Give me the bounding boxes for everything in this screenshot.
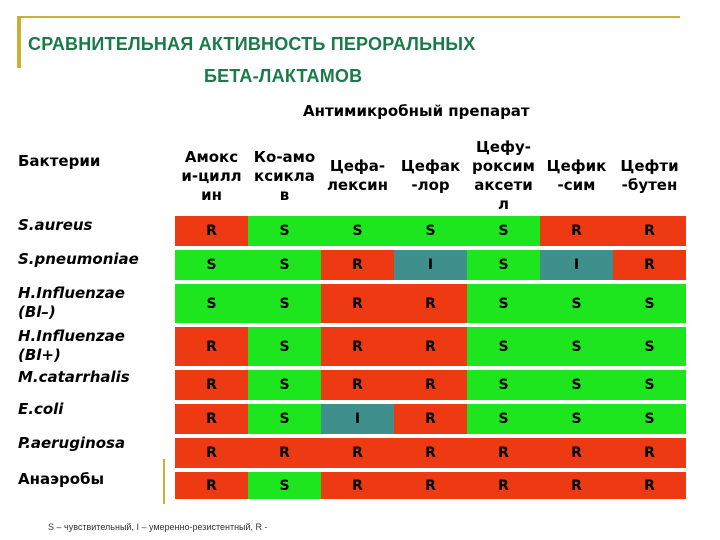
drug-name: Цефак -лор (400, 157, 461, 194)
drug-header-2 (248, 136, 321, 216)
susceptibility-cell: R (613, 250, 686, 280)
drug-name: Амокс и-цилл ин (181, 147, 242, 204)
page-title-line-2: БЕТА-ЛАКТАМОВ (204, 66, 363, 86)
susceptibility-cell: R (175, 438, 248, 468)
susceptibility-cell: R (394, 284, 467, 323)
footnote: S – чувствительный, I – умеренно-резистентный, R - (48, 522, 268, 532)
drug-header-5 (467, 136, 540, 216)
bacterium-label: H.Influenzae (Bl–) (18, 284, 125, 321)
susceptibility-cell: R (321, 284, 394, 323)
susceptibility-cell: I (394, 250, 467, 280)
bacterium-label: H.Influenzae (Bl+) (18, 327, 125, 364)
susceptibility-cell: S (248, 284, 321, 323)
susceptibility-cell: S (248, 250, 321, 280)
drug-name: Ко-амо ксикла в (253, 147, 316, 204)
bacterium-label: M.catarrhalis (18, 368, 130, 386)
susceptibility-cell: R (467, 472, 540, 499)
susceptibility-cell: S (175, 250, 248, 280)
susceptibility-cell: S (248, 327, 321, 366)
bacteria-column-header: Бактерии (18, 152, 101, 170)
decorative-vertical-bar (17, 16, 21, 68)
susceptibility-cell: R (394, 327, 467, 366)
susceptibility-cell: R (394, 438, 467, 468)
drug-name: Цефа- лексин (326, 157, 389, 194)
bacterium-label: P.aeruginosa (18, 434, 126, 452)
page-title-line-1: СРАВНИТЕЛЬНАЯ АКТИВНОСТЬ ПЕРОРАЛЬНЫХ (28, 34, 476, 54)
susceptibility-cell: R (248, 438, 321, 468)
susceptibility-cell: R (540, 472, 613, 499)
drug-header-3 (321, 136, 394, 216)
susceptibility-cell: S (248, 404, 321, 434)
susceptibility-cell: R (175, 472, 248, 499)
susceptibility-cell: R (540, 438, 613, 468)
susceptibility-cell: R (394, 370, 467, 400)
drug-header-6 (540, 136, 613, 216)
susceptibility-cell: S (467, 284, 540, 323)
susceptibility-cell: R (394, 404, 467, 434)
susceptibility-cell: S (467, 404, 540, 434)
susceptibility-cell: S (175, 284, 248, 323)
susceptibility-cell: S (613, 370, 686, 400)
susceptibility-cell: S (248, 216, 321, 246)
susceptibility-cell: R (540, 216, 613, 246)
susceptibility-cell: S (540, 327, 613, 366)
drug-name: Цефик -сим (546, 157, 607, 194)
susceptibility-cell: I (321, 404, 394, 434)
susceptibility-cell: S (467, 250, 540, 280)
drug-header-7 (613, 136, 686, 216)
susceptibility-cell: R (321, 327, 394, 366)
susceptibility-cell: S (613, 327, 686, 366)
susceptibility-cell: R (175, 327, 248, 366)
susceptibility-cell: R (467, 438, 540, 468)
susceptibility-cell: S (613, 404, 686, 434)
susceptibility-cell: R (321, 438, 394, 468)
susceptibility-cell: S (248, 370, 321, 400)
drug-header-1 (175, 136, 248, 216)
susceptibility-cell: R (321, 250, 394, 280)
susceptibility-cell: R (613, 472, 686, 499)
susceptibility-cell: R (321, 370, 394, 400)
susceptibility-cell: R (175, 404, 248, 434)
susceptibility-cell: S (321, 216, 394, 246)
susceptibility-cell: S (248, 472, 321, 499)
drug-header-4 (394, 136, 467, 216)
drug-name: Цефу- роксим аксети л (472, 138, 535, 213)
decorative-bottom-bar (163, 459, 165, 504)
susceptibility-cell: R (613, 216, 686, 246)
susceptibility-cell: S (540, 404, 613, 434)
susceptibility-cell: S (467, 216, 540, 246)
drug-name: Цефти -бутен (620, 157, 679, 194)
bacterium-label: S.aureus (18, 216, 93, 234)
susceptibility-cell: S (613, 284, 686, 323)
susceptibility-cell: R (321, 472, 394, 499)
susceptibility-cell: S (540, 284, 613, 323)
bacterium-label: S.pneumoniae (18, 250, 139, 268)
susceptibility-cell: I (540, 250, 613, 280)
susceptibility-cell: S (467, 327, 540, 366)
decorative-horizontal-line (21, 16, 680, 18)
susceptibility-cell: S (467, 370, 540, 400)
susceptibility-cell: R (175, 370, 248, 400)
susceptibility-cell: S (540, 370, 613, 400)
susceptibility-cell: R (394, 472, 467, 499)
susceptibility-cell: R (175, 216, 248, 246)
drug-group-header: Антимикробный препарат (303, 102, 530, 120)
susceptibility-cell: S (394, 216, 467, 246)
bacterium-label: E.coli (18, 400, 64, 418)
bacterium-label: Анаэробы (18, 470, 105, 488)
susceptibility-cell: R (613, 438, 686, 468)
